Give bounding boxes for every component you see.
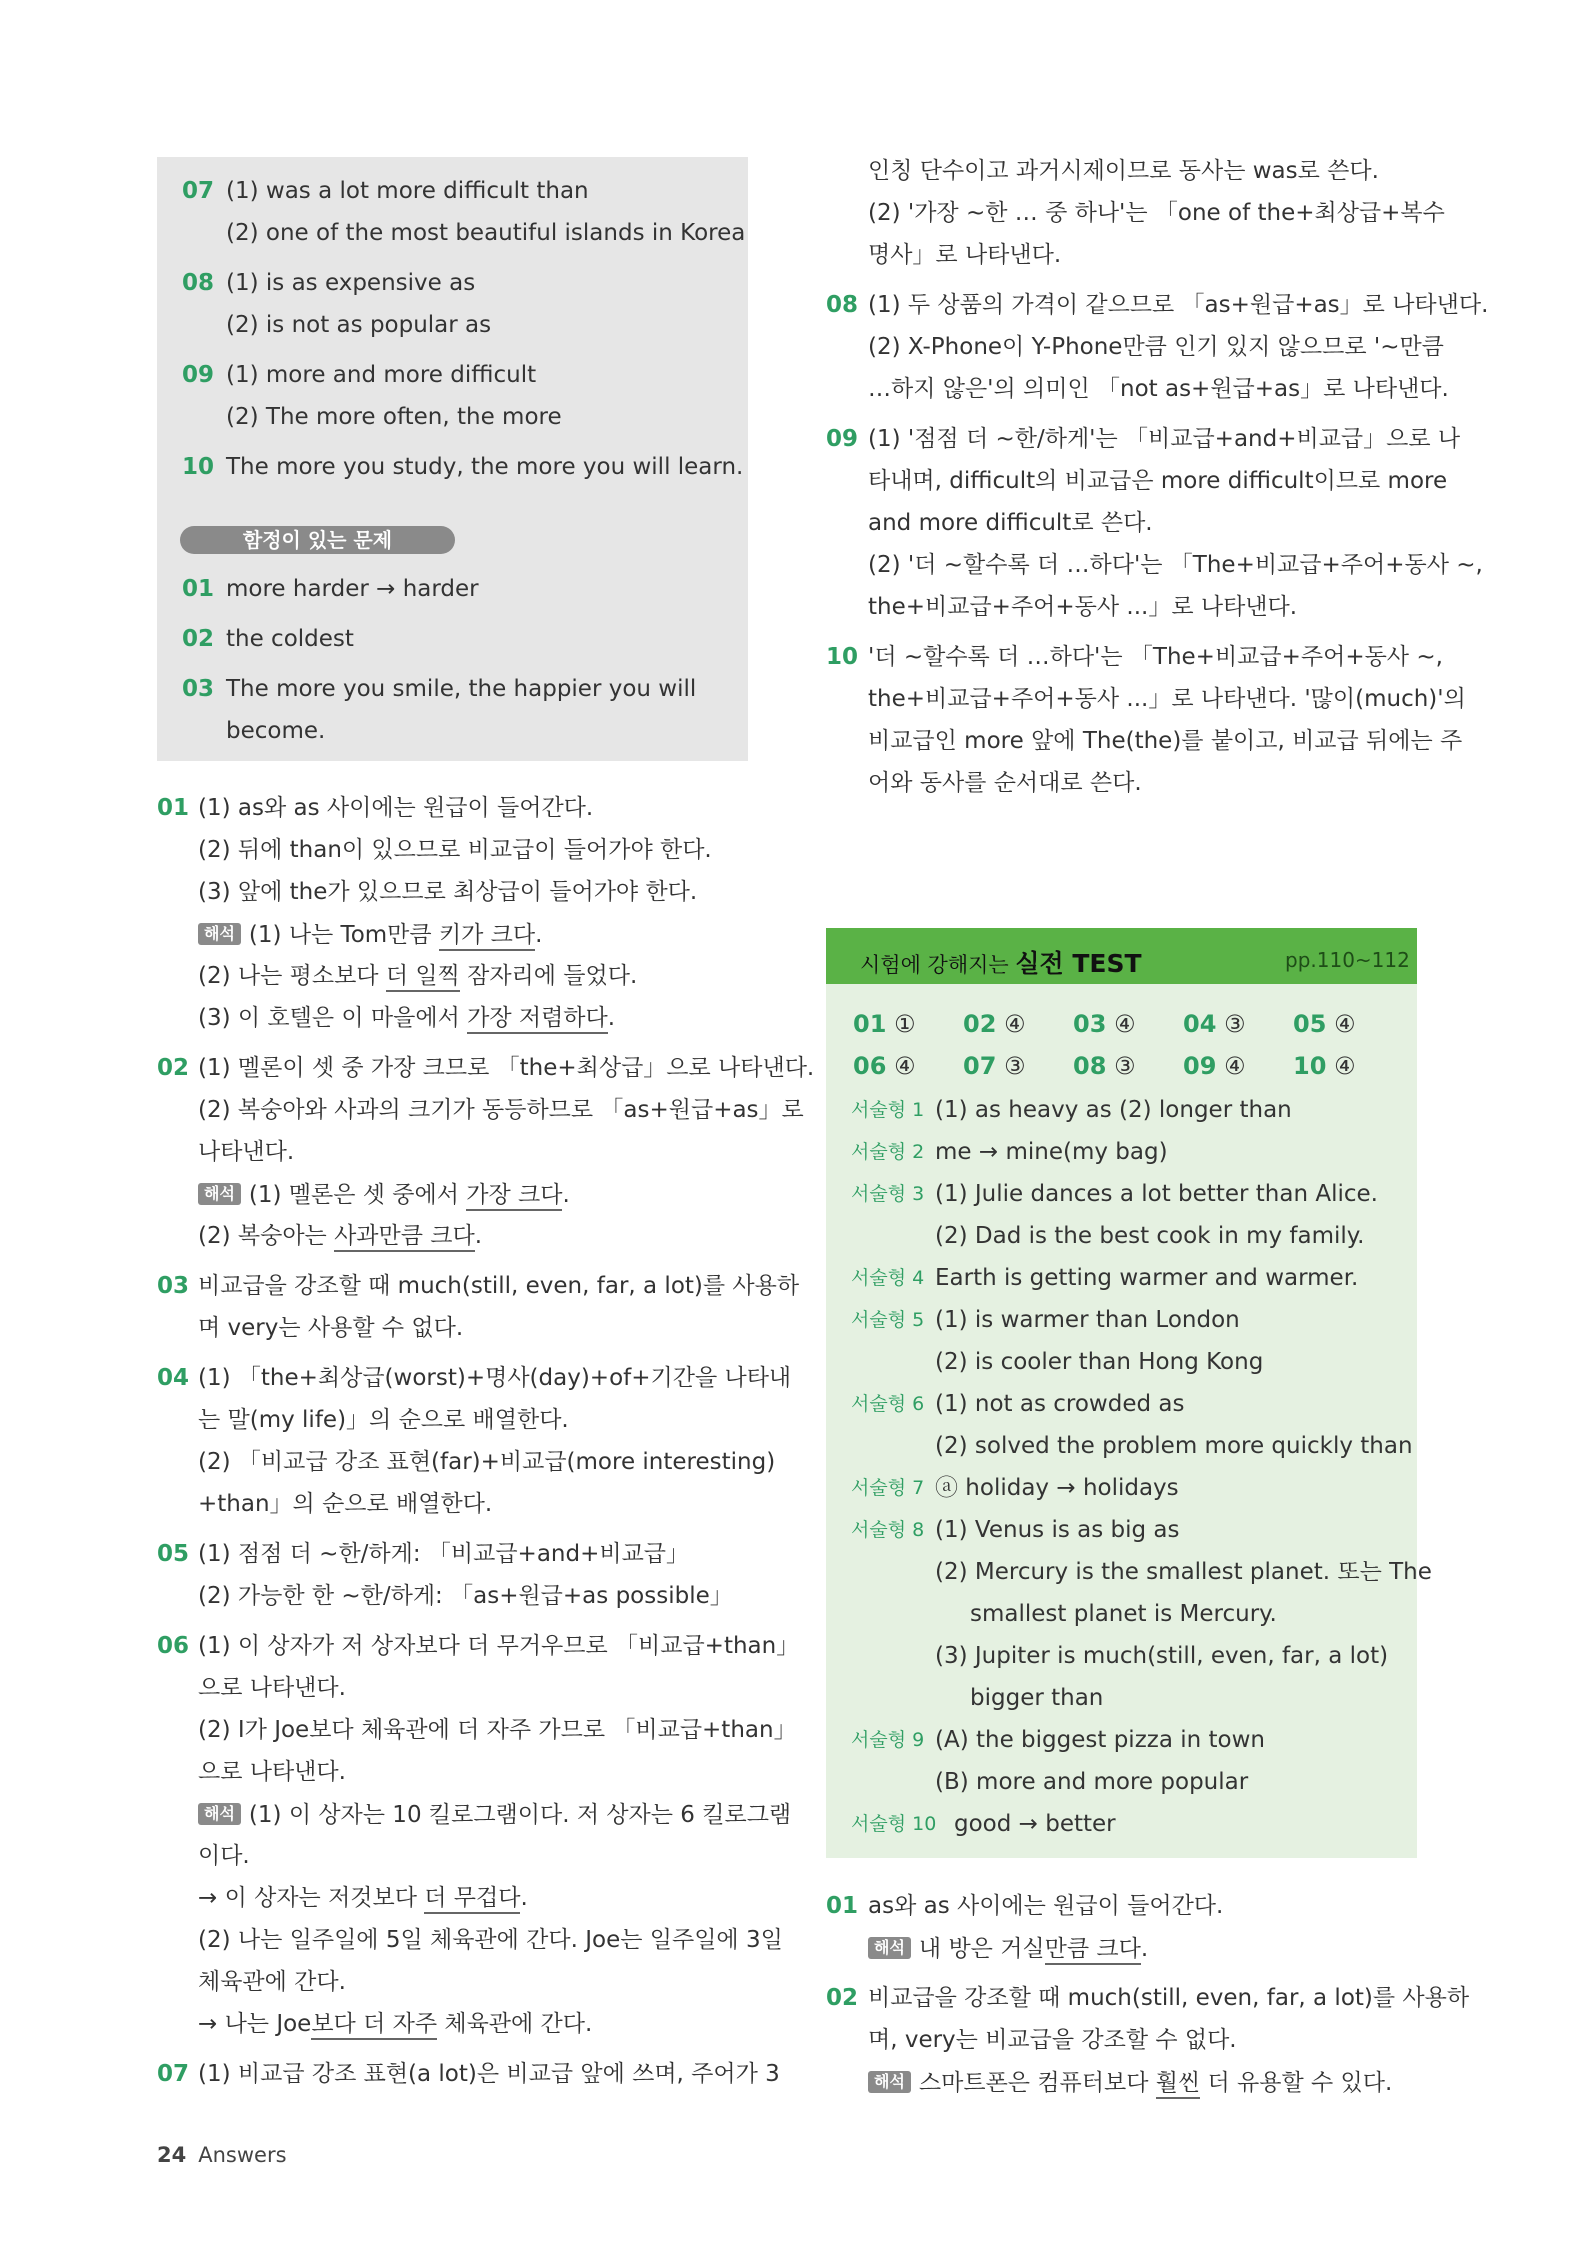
trap-section-label: 함정이 있는 문제 (180, 526, 455, 554)
essay-answer: (2) is cooler than Hong Kong (935, 1349, 1264, 1375)
explanation-text: (1) 이 상자가 저 상자보다 더 무거우므로 「비교급+than」 (198, 1633, 800, 1659)
essay-tag: 서술형 7 (851, 1477, 925, 1499)
translation-line: 해석 (1) 나는 Tom만큼 키가 크다. (198, 923, 542, 947)
answer-item: 07 (182, 178, 215, 204)
translation-line: 해석 (1) 멜론은 셋 중에서 가장 크다. (198, 1183, 570, 1207)
translation-line: (2) 나는 일주일에 5일 체육관에 간다. Joe는 일주일에 3일 (198, 1927, 783, 1953)
essay-answer: (B) more and more popular (935, 1769, 1249, 1795)
explanation-text: 으로 나타낸다. (198, 1759, 346, 1785)
explanation-text: (2) '더 ~할수록 더 …하다'는 「The+비교급+주어+동사 ~, (868, 552, 1483, 578)
explanation-text: 나타낸다. (198, 1139, 295, 1165)
answer-text: (1) is as expensive as (226, 270, 476, 296)
explanation-number: 03 (157, 1273, 190, 1299)
answer-item: 09 (182, 362, 215, 388)
explanation-text: the+비교급+주어+동사 ...」로 나타낸다. '많이(much)'의 (868, 686, 1466, 712)
essay-answer: (2) Mercury is the smallest planet. 또는 The (935, 1559, 1432, 1585)
explanation-text: (1) 비교급 강조 표현(a lot)은 비교급 앞에 쓰며, 주어가 3 (198, 2061, 780, 2087)
page-footer (157, 2143, 287, 2167)
answer-cell: 09 ④ (1183, 1052, 1246, 1080)
answer-cell: 10 ④ (1293, 1052, 1356, 1080)
translation-badge: 해석 (868, 1937, 911, 1959)
answer-item: 10 (182, 454, 215, 480)
essay-answer: (A) the biggest pizza in town (935, 1727, 1265, 1753)
explanation-number: 01 (157, 795, 190, 821)
answer-cell: 02 ④ (963, 1010, 1026, 1038)
answer-item: 08 (182, 270, 215, 296)
translation-line: 이다. (198, 1843, 250, 1869)
explanation-text: as와 as 사이에는 원급이 들어간다. (868, 1893, 1224, 1919)
answer-text: the coldest (226, 626, 354, 652)
explanation-text: (2) 복숭아와 사과의 크기가 동등하므로 「as+원급+as」로 (198, 1097, 804, 1123)
essay-answer: good → better (954, 1811, 1116, 1837)
explanation-text: (1) 「the+최상급(worst)+명사(day)+of+기간을 나타내 (198, 1365, 792, 1391)
answer-cell: 01 ① (853, 1010, 916, 1038)
essay-tag: 서술형 8 (851, 1519, 925, 1541)
essay-answer: (3) Jupiter is much(still, even, far, a lot) (935, 1643, 1389, 1669)
explanation-number: 08 (826, 292, 859, 318)
answer-text: more harder → harder (226, 576, 479, 602)
explanation-text: 으로 나타낸다. (198, 1675, 346, 1701)
answer-item: 03 (182, 676, 215, 702)
explanation-text: (2) 뒤에 than이 있으므로 비교급이 들어가야 한다. (198, 837, 712, 863)
explanation-text: 어와 동사를 순서대로 쓴다. (868, 770, 1142, 796)
essay-tag: 서술형 1 (851, 1099, 925, 1121)
essay-answer: (1) not as crowded as (935, 1391, 1185, 1417)
translation-line: 해석 스마트폰은 컴퓨터보다 훨씬 더 유용할 수 있다. (868, 2071, 1392, 2095)
essay-answer: smallest planet is Mercury. (970, 1601, 1277, 1627)
explanation-text: (2) 가능한 한 ~한/하게: 「as+원급+as possible」 (198, 1583, 733, 1609)
essay-answer: (1) Venus is as big as (935, 1517, 1180, 1543)
explanation-text: …하지 않은'의 의미인 「not as+원급+as」로 나타낸다. (868, 376, 1449, 402)
essay-answer: (2) Dad is the best cook in my family. (935, 1223, 1365, 1249)
explanation-text: and more difficult로 쓴다. (868, 510, 1153, 536)
answer-text: (2) The more often, the more (226, 404, 562, 430)
essay-tag: 서술형 5 (851, 1309, 925, 1331)
translation-line: 해석 내 방은 거실만큼 크다. (868, 1937, 1148, 1961)
explanation-text: 는 말(my life)」의 순으로 배열한다. (198, 1407, 569, 1433)
explanation-text: (2) X-Phone이 Y-Phone만큼 인기 있지 않으므로 '~만큼 (868, 334, 1444, 360)
explanation-text: (2) I가 Joe보다 체육관에 더 자주 가므로 「비교급+than」 (198, 1717, 797, 1743)
explanation-text: (1) '점점 더 ~한/하게'는 「비교급+and+비교급」으로 나 (868, 426, 1461, 452)
explanation-text: +than」의 순으로 배열한다. (198, 1491, 493, 1517)
essay-tag: 서술형 9 (851, 1729, 925, 1751)
essay-answer: Earth is getting warmer and warmer. (935, 1265, 1359, 1291)
answer-cell: 05 ④ (1293, 1010, 1356, 1038)
answer-cell: 08 ③ (1073, 1052, 1136, 1080)
explanation-text: (1) as와 as 사이에는 원급이 들어간다. (198, 795, 594, 821)
explanation-number: 04 (157, 1365, 190, 1391)
explanation-text: 비교급을 강조할 때 much(still, even, far, a lot)를 사용하 (198, 1273, 800, 1299)
explanation-number: 02 (157, 1055, 190, 1081)
explanation-text: 명사」로 나타낸다. (868, 242, 1062, 268)
answer-cell: 03 ④ (1073, 1010, 1136, 1038)
explanation-number: 10 (826, 644, 859, 670)
translation-line: 체육관에 간다. (198, 1969, 346, 1995)
practice-test-title: 시험에 강해지는 실전 TEST (860, 949, 1142, 978)
answer-cell: 04 ③ (1183, 1010, 1246, 1038)
explanation-text: 비교급인 more 앞에 The(the)를 붙이고, 비교급 뒤에는 주 (868, 728, 1463, 754)
translation-badge: 해석 (868, 2071, 911, 2093)
explanation-number: 09 (826, 426, 859, 452)
page-number: 24 (157, 2143, 187, 2167)
explanation-text: (2) '가장 ~한 … 중 하나'는 「one of the+최상급+복수 (868, 200, 1445, 226)
explanation-number: 06 (157, 1633, 190, 1659)
explanation-text: (1) 점점 더 ~한/하게: 「비교급+and+비교급」 (198, 1541, 690, 1567)
answer-text: The more you smile, the happier you will (226, 676, 697, 702)
answer-text: become. (226, 718, 326, 744)
essay-answer: (2) solved the problem more quickly than (935, 1433, 1413, 1459)
essay-answer: (1) Julie dances a lot better than Alice. (935, 1181, 1378, 1207)
answer-cell: 07 ③ (963, 1052, 1026, 1080)
translation-line: 해석 (1) 이 상자는 10 킬로그램이다. 저 상자는 6 킬로그램 (198, 1803, 791, 1827)
practice-test-pages: pp.110~112 (1285, 948, 1410, 972)
essay-tag: 서술형 2 (851, 1141, 925, 1163)
essay-tag: 서술형 10 (851, 1813, 937, 1835)
explanation-text: 비교급을 강조할 때 much(still, even, far, a lot)를 사용하 (868, 1985, 1470, 2011)
explanation-text: 며 very는 사용할 수 없다. (198, 1315, 464, 1341)
translation-line: (2) 나는 평소보다 더 일찍 잠자리에 들었다. (198, 965, 637, 988)
explanation-text: '더 ~할수록 더 …하다'는 「The+비교급+주어+동사 ~, (868, 644, 1443, 670)
translation-badge: 해석 (198, 923, 241, 945)
explanation-text: (3) 앞에 the가 있으므로 최상급이 들어가야 한다. (198, 879, 698, 905)
explanation-number: 07 (157, 2061, 190, 2087)
explanation-text: (2) 「비교급 강조 표현(far)+비교급(more interesting) (198, 1449, 776, 1475)
explanation-text: 며, very는 비교급을 강조할 수 없다. (868, 2027, 1237, 2053)
essay-answer: (1) as heavy as (2) longer than (935, 1097, 1292, 1123)
footer-label: Answers (198, 2143, 287, 2167)
translation-badge: 해석 (198, 1183, 241, 1205)
explanation-number: 02 (826, 1985, 859, 2011)
translation-line: (2) 복숭아는 사과만큼 크다. (198, 1225, 482, 1248)
translation-line: → 나는 Joe보다 더 자주 체육관에 간다. (198, 2013, 592, 2036)
answer-item: 02 (182, 626, 215, 652)
explanation-text: (1) 멜론이 셋 중 가장 크므로 「the+최상급」으로 나타낸다. (198, 1055, 815, 1081)
translation-badge: 해석 (198, 1803, 241, 1825)
essay-answer: ⓐ holiday → holidays (935, 1475, 1179, 1501)
explanation-text: the+비교급+주어+동사 ...」로 나타낸다. (868, 594, 1298, 620)
answer-text: (1) more and more difficult (226, 362, 537, 388)
essay-tag: 서술형 4 (851, 1267, 925, 1289)
explanation-text: (1) 두 상품의 가격이 같으므로 「as+원급+as」로 나타낸다. (868, 292, 1489, 318)
answer-text: (2) is not as popular as (226, 312, 492, 338)
essay-answer: me → mine(my bag) (935, 1139, 1168, 1165)
answer-text: (2) one of the most beautiful islands in Korea (226, 220, 746, 246)
explanation-number: 05 (157, 1541, 190, 1567)
essay-tag: 서술형 6 (851, 1393, 925, 1415)
answer-text: The more you study, the more you will learn. (226, 454, 744, 480)
answer-item: 01 (182, 576, 215, 602)
translation-line: (3) 이 호텔은 이 마을에서 가장 저렴하다. (198, 1007, 615, 1030)
explanation-text: 타내며, difficult의 비교급은 more difficult이므로 more (868, 468, 1448, 494)
answer-cell: 06 ④ (853, 1052, 916, 1080)
answer-text: (1) was a lot more difficult than (226, 178, 589, 204)
essay-tag: 서술형 3 (851, 1183, 925, 1205)
essay-answer: (1) is warmer than London (935, 1307, 1240, 1333)
translation-line: → 이 상자는 저것보다 더 무겁다. (198, 1887, 528, 1910)
explanation-text: 인칭 단수이고 과거시제이므로 동사는 was로 쓴다. (868, 158, 1379, 184)
explanation-number: 01 (826, 1893, 859, 1919)
essay-answer: bigger than (970, 1685, 1104, 1711)
